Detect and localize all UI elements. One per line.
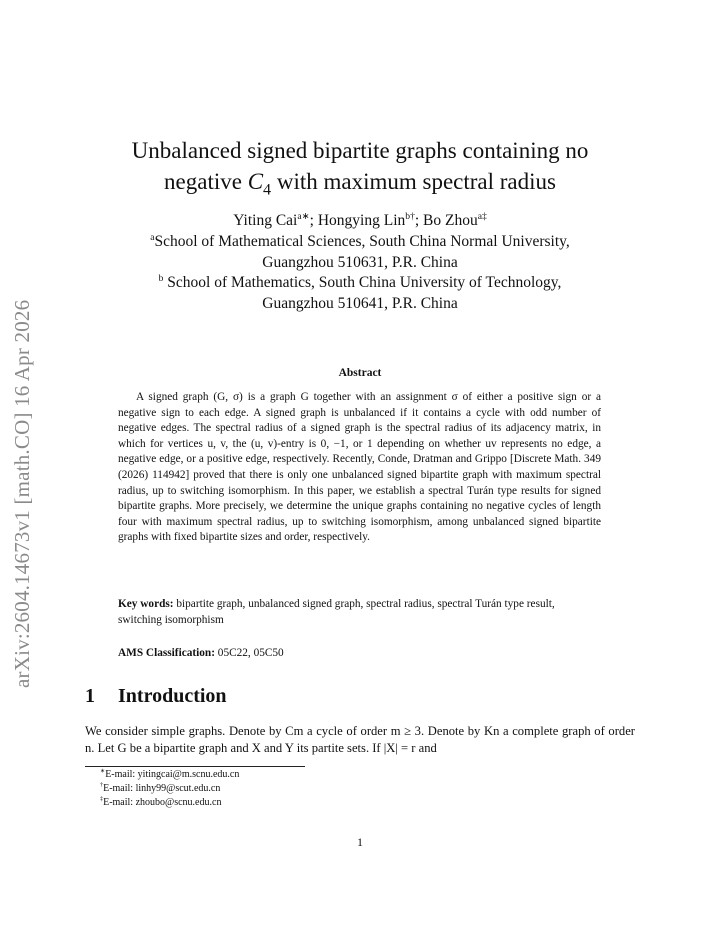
affiliation-a-line-2: Guangzhou 510631, P.R. China [262,253,458,271]
author-name: ; Hongying Lin [309,212,406,229]
author-mark: a∗ [297,210,310,222]
page-number: 1 [357,835,363,849]
section-title: Introduction [118,685,227,707]
affiliation-b-line-1: School of Mathematics, South China University of Technology, [163,274,562,291]
affiliations [90,232,630,314]
footnote [100,796,239,810]
footnote [100,768,239,782]
title-line-2-pre: negative [164,169,248,194]
abstract-heading: Abstract [338,367,382,379]
ams-classification [118,646,601,662]
title-line-2-sub: 4 [263,181,272,199]
author-list [90,211,630,232]
section-number: 1 [85,685,95,707]
footnote-text: E-mail: yitingcai@m.scnu.edu.cn [105,769,240,780]
ams-text: 05C22, 05C50 [217,647,284,659]
paper-title [100,135,620,197]
intro-paragraph: We consider simple graphs. Denote by Cm a cycle of order m ≥ 3. Denote by Kn a complete graph of order n. Let G be a bipartite graph and X and Y its partite sets. If |X| = r and [85,724,635,755]
keywords-label: Key words: [118,598,174,610]
affiliation-b-line-2: Guangzhou 510641, P.R. China [262,294,458,312]
footnote-mark: ‡ [100,795,104,803]
arxiv-identifier: arXiv:2604.14673v1 [math.CO] 16 Apr 2026 [10,299,34,688]
affiliation-mark: b [158,272,164,284]
footnote-mark: ∗ [100,767,106,775]
footnote-text: E-mail: linhy99@scut.edu.cn [103,783,221,794]
author-mark: a‡ [477,210,487,222]
footnote [100,782,239,796]
author-mark: b† [405,210,415,222]
title-line-1: Unbalanced signed bipartite graphs containing no [131,138,589,163]
keywords-text: bipartite graph, unbalanced signed graph, spectral radius, spectral Turán type result, switching isomorphism [118,598,555,626]
affiliation-mark: a [150,231,155,243]
ams-label: AMS Classification: [118,647,215,659]
footnote-text: E-mail: zhoubo@scnu.edu.cn [103,797,222,808]
keywords [118,597,601,628]
affiliation-a-line-1: School of Mathematical Sciences, South China Normal University, [154,233,570,250]
title-line-2-math: C [247,169,264,194]
author-name: ; Bo Zhou [414,212,478,229]
title-line-2-post: with maximum spectral radius [271,169,556,194]
footnotes [100,768,239,810]
section-heading [85,685,227,708]
author-name: Yiting Cai [233,212,298,229]
abstract-body: A signed graph (G, σ) is a graph G together with an assignment σ of either a positive sign or a negative sign to each edge. A signed graph is unbalanced if it contains a cycle with odd number of negative edges. The spectral radius of a signed graph is the spectral radius of its adjacency matrix, in which for vertices u, v, the (u, v)-entry is 0, −1, or 1 depending on whether uv represents no edge, a negative edge, or a positive edge, respectively. Recently, Conde, Dratman and Grippo [Discrete Math. 349 (2026) 114942] proved that there is only one unbalanced signed bipartite graph with maximum spectral radius, up to switching isomorphism. In this paper, we establish a spectral Turán type results for signed bipartite graphs. More precisely, we determine the unique graphs containing no negative cycles of length four with maximum spectral radius, up to switching isomorphism, among unbalanced signed bipartite graphs with fixed bipartite sizes and order, respectively. [118,391,601,544]
footnote-mark: † [100,781,104,789]
footnote-rule [85,766,305,767]
